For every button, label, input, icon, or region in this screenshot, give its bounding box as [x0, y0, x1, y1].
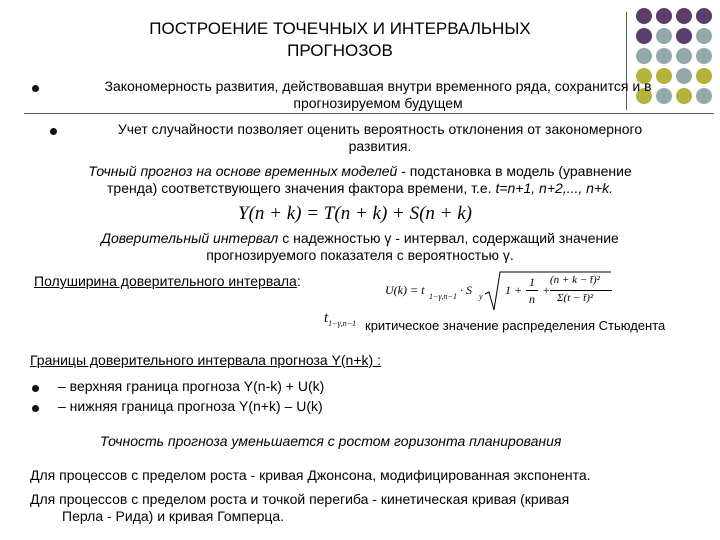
- point-forecast-line-2: тренда) соответствующего значения фактора времени, т.е.: [107, 180, 496, 196]
- dot-purple: [696, 8, 712, 24]
- t-subscript: 1−γ,n−1: [328, 319, 357, 328]
- title-line-2: ПРОГНОЗОВ: [287, 41, 393, 60]
- formula-main: Y(n + k) = T(n + k) + S(n + k): [238, 203, 473, 224]
- formula-halfwidth: [385, 270, 615, 314]
- point-forecast-term: Точный прогноз на основе временных моделей: [88, 163, 398, 179]
- bullet-dot: [50, 128, 57, 135]
- bullet-2-line-2: развития.: [348, 138, 412, 154]
- slide-title: [60, 18, 620, 62]
- dot-teal: [656, 48, 672, 64]
- bullet-1-line-1: Закономерность развития, действовавшая внутри временного ряда, сохранится и в: [104, 78, 652, 94]
- bullet-dot: [32, 405, 39, 412]
- halfwidth-label-text: Полуширина доверительного интервала: [34, 273, 297, 289]
- upper-bound: – верхняя граница прогноза Y(n-k) + U(k): [58, 378, 325, 394]
- dot-teal: [656, 28, 672, 44]
- inflection-line-1: Для процессов с пределом роста и точкой перегиба - кинетическая кривая (кривая: [30, 491, 570, 507]
- formula-u-mid: · S: [460, 283, 472, 297]
- limit-line: Для процессов с пределом роста - кривая Джонсона, модифицированная экспонента.: [30, 467, 591, 483]
- dot-teal: [696, 48, 712, 64]
- formula-u-sub: 1−γ,n−1: [429, 292, 457, 301]
- formula-u-frac2-den: Σ(t − t̄)²: [557, 292, 594, 304]
- t-description: критическое значение распределения Стьюдента: [365, 318, 666, 333]
- point-forecast-rest: - подстановка в модель (уравнение: [397, 163, 632, 179]
- formula-u-one-plus: 1 +: [505, 283, 523, 297]
- point-forecast-text: [30, 163, 690, 197]
- bounds-title-text: Границы доверительного интервала прогноза Y(n+k) :: [30, 352, 381, 368]
- fraction-bar-2: [550, 290, 612, 291]
- dot-teal: [676, 48, 692, 64]
- formula-u-frac-den: n: [529, 292, 535, 306]
- ci-term: Доверительный интервал: [101, 230, 279, 246]
- formula-u-lhs: U(k) = t: [385, 283, 425, 297]
- inflection-text: [30, 491, 710, 525]
- t-symbol: [324, 310, 356, 328]
- dot-purple: [636, 8, 652, 24]
- bullet-1-text: [48, 78, 708, 112]
- lower-bound: – нижняя граница прогноза Y(n+k) – U(k): [58, 398, 323, 414]
- bullet-dot: [32, 385, 39, 392]
- formula-u-frac-num: 1: [529, 275, 535, 289]
- ci-definition: [30, 230, 690, 264]
- title-line-1: ПОСТРОЕНИЕ ТОЧЕЧНЫХ И ИНТЕРВАЛЬНЫХ: [149, 19, 531, 38]
- halfwidth-label: [34, 273, 301, 290]
- ci-line-2: прогнозируемого показателя с вероятностью γ.: [206, 247, 514, 263]
- bullet-2-line-1: Учет случайности позволяет оценить вероятность отклонения от закономерного: [117, 121, 643, 137]
- accuracy-note: Точность прогноза уменьшается с ростом горизонта планирования: [100, 433, 562, 449]
- dot-teal: [696, 28, 712, 44]
- dot-purple: [656, 8, 672, 24]
- bullet-2-text: [60, 121, 700, 155]
- halfwidth-colon: :: [296, 273, 301, 289]
- formula-u-frac2-num: (n + k − t̄)²: [550, 274, 600, 286]
- fraction-bar: [526, 290, 538, 291]
- point-forecast-seq: t=n+1, n+2,..., n+k.: [495, 180, 613, 196]
- formula-u-sub2: y: [479, 292, 483, 301]
- horizontal-rule: [24, 113, 714, 114]
- plus-sign: +: [542, 283, 551, 297]
- dot-purple: [676, 8, 692, 24]
- bullet-dot: [32, 85, 39, 92]
- t-letter: t: [324, 310, 329, 326]
- dot-teal: [636, 48, 652, 64]
- dot-purple: [636, 28, 652, 44]
- ci-rest: с надежностью γ - интервал, содержащий значение: [278, 230, 619, 246]
- bounds-title: [30, 352, 381, 369]
- dot-purple: [676, 28, 692, 44]
- bullet-1-line-2: прогнозируемом будущем: [293, 95, 463, 111]
- inflection-line-2: Перла - Рида) и кривая Гомперца.: [62, 508, 285, 524]
